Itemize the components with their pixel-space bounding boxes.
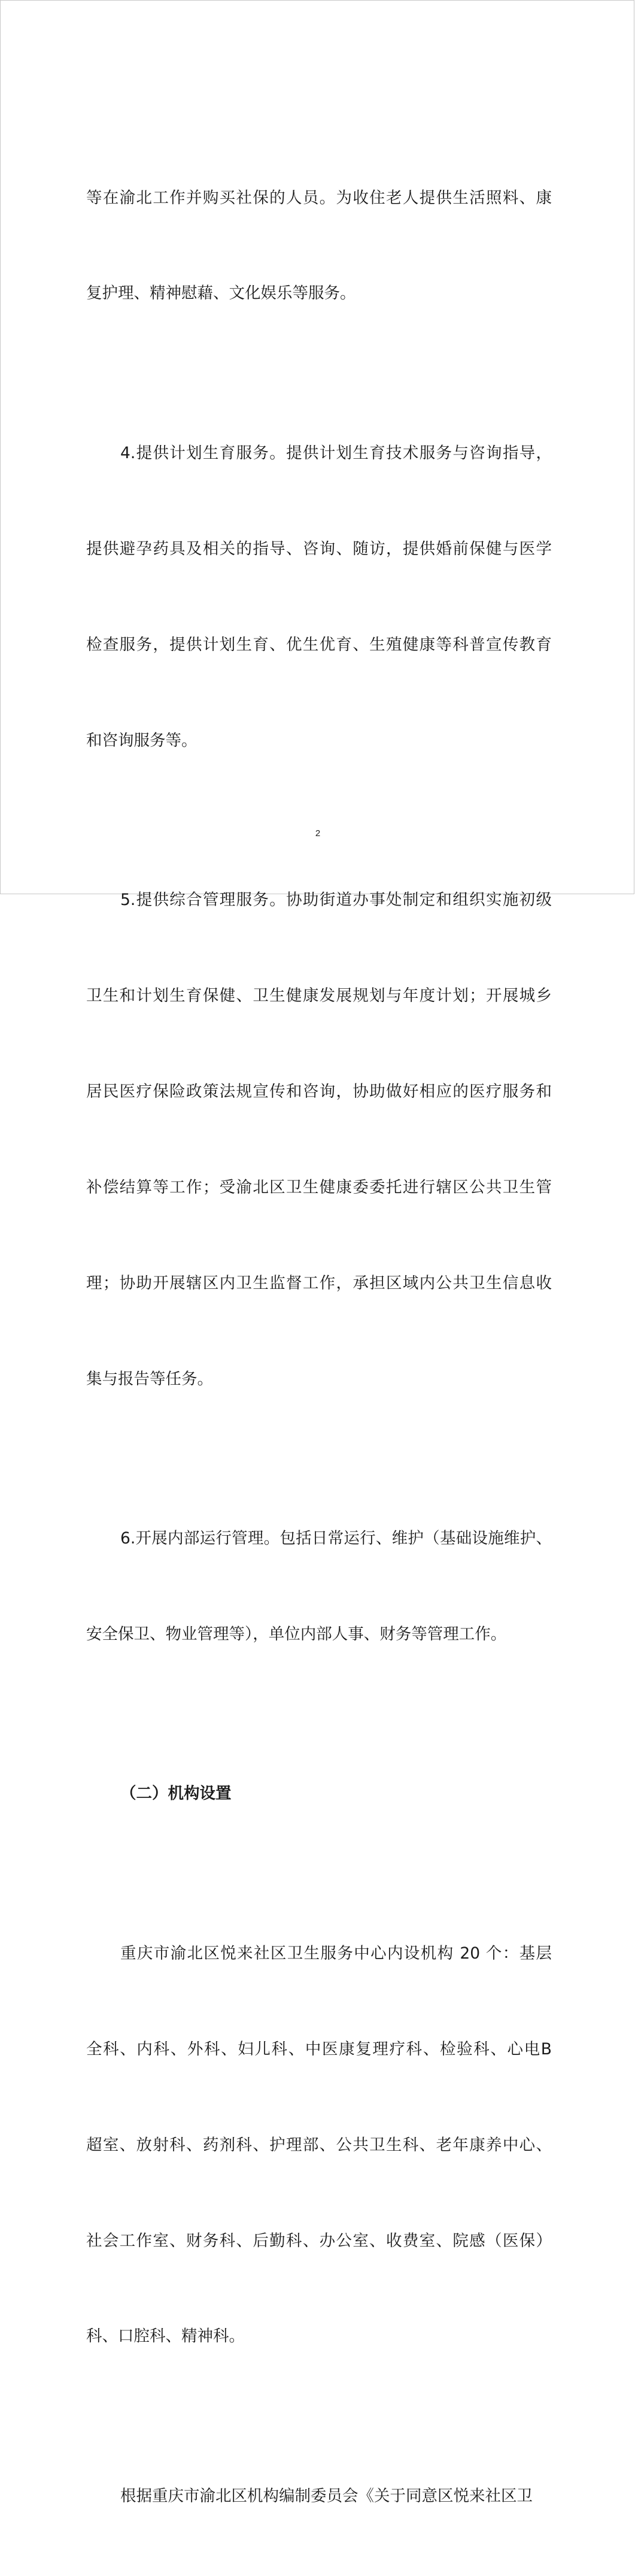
text-line: 居民医疗保险政策法规宣传和咨询，协助做好相应的医疗服务和 <box>86 1082 552 1101</box>
text-line: 科、口腔科、精神科。 <box>86 2327 245 2346</box>
heading-organization-setup: （二）机构设置 <box>120 1784 232 1803</box>
text-line: 复护理、精神慰藉、文化娱乐等服务。 <box>86 284 356 303</box>
text-line: 安全保卫、物业管理等），单位内部人事、财务等管理工作。 <box>86 1624 507 1643</box>
text-line: 全科、内科、外科、妇儿科、中医康复理疗科、检验科、心电B <box>86 2039 552 2059</box>
text-line: 和咨询服务等。 <box>86 731 198 750</box>
section-heading <box>86 1714 552 1873</box>
paragraph-approval-reference <box>86 2416 552 2575</box>
paragraph-departments <box>86 1873 552 2416</box>
text-line: 等在渝北工作并购买社保的人员。为收住老人提供生活照料、康 <box>86 188 552 207</box>
text-line: 卫生和计划生育保健、卫生健康发展规划与年度计划；开展城乡 <box>86 986 552 1006</box>
paragraph-service-continuation <box>86 118 552 373</box>
document-body <box>86 118 552 2576</box>
text-line: 集与报告等任务。 <box>86 1369 213 1388</box>
text-line: 提供避孕药具及相关的指导、咨询、随访，提供婚前保健与医学 <box>86 539 552 558</box>
page-number: 2 <box>315 828 321 839</box>
text-line: 5.提供综合管理服务。协助街道办事处制定和组织实施初级 <box>120 891 552 910</box>
text-line: 理；协助开展辖区内卫生监督工作，承担区域内公共卫生信息收 <box>86 1273 552 1292</box>
paragraph-family-planning <box>86 373 552 820</box>
text-line: 社会工作室、财务科、后勤科、办公室、收费室、院感（医保） <box>86 2231 552 2250</box>
paragraph-internal-operations <box>86 1458 552 1714</box>
text-line: 4.提供计划生育服务。提供计划生育技术服务与咨询指导， <box>120 443 552 462</box>
paragraph-management-services <box>86 821 552 1459</box>
text-line: 根据重庆市渝北区机构编制委员会《关于同意区悦来社区卫 <box>120 2486 533 2505</box>
text-line: 重庆市渝北区悦来社区卫生服务中心内设机构 20 个：基层 <box>120 1944 552 1963</box>
text-line: 超室、放射科、药剂科、护理部、公共卫生科、老年康养中心、 <box>86 2135 552 2154</box>
text-line: 6.开展内部运行管理。包括日常运行、维护（基础设施维护、 <box>120 1529 552 1548</box>
text-line: 补偿结算等工作；受渝北区卫生健康委委托进行辖区公共卫生管 <box>86 1177 552 1197</box>
text-line: 检查服务，提供计划生育、优生优育、生殖健康等科普宣传教育 <box>86 635 552 654</box>
